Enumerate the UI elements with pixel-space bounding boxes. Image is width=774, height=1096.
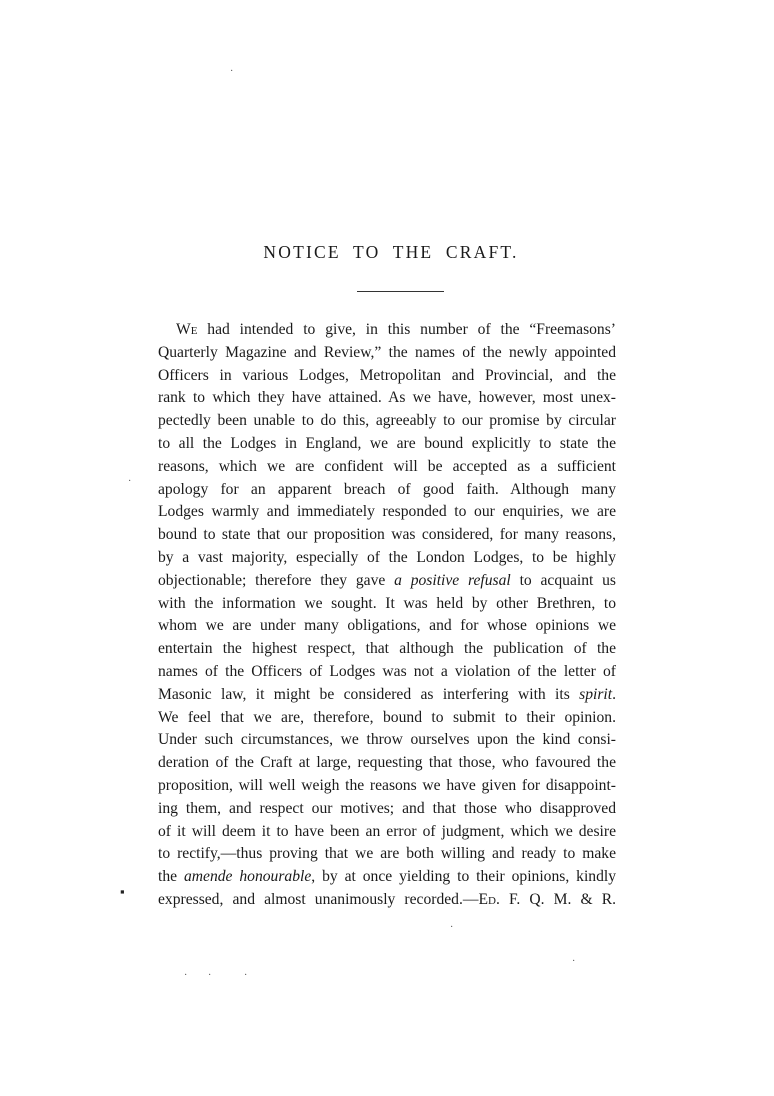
print-speck: ·: [230, 66, 234, 77]
body-line: rank to which they have attained. As we have, however, most unex-: [158, 389, 616, 407]
body-line: We feel that we are, therefore, bound to submit to their opinion.: [158, 708, 616, 726]
print-speck: ·: [128, 476, 132, 487]
body-line: entertain the highest respect, that although the publication of the: [158, 640, 616, 658]
body-line: apology for an apparent breach of good faith. Although many: [158, 480, 616, 498]
body-line: objectionable; therefore they gave a positive refusal to acquaint us: [158, 571, 616, 589]
title-rule: [357, 291, 444, 292]
body-line: of it will deem it to have been an error of judgment, which we desire: [158, 822, 616, 840]
body-line: bound to state that our proposition was considered, for many reasons,: [158, 526, 616, 544]
body-line: by a vast majority, especially of the London Lodges, to be highly: [158, 548, 616, 566]
body-line: to all the Lodges in England, we are bound explicitly to state the: [158, 434, 616, 452]
print-speck: ▪: [120, 884, 125, 899]
body-line: names of the Officers of Lodges was not a violation of the letter of: [158, 662, 616, 680]
body-line: with the information we sought. It was held by other Brethren, to: [158, 594, 616, 612]
print-speck: ·: [184, 970, 188, 981]
print-speck: ·: [450, 922, 454, 933]
print-speck: ·: [244, 970, 248, 981]
body-line: pectedly been unable to do this, agreeably to our promise by circular: [158, 412, 616, 430]
body-line: deration of the Craft at large, requesting that those, who favoured the: [158, 754, 616, 772]
body-line: ing them, and respect our motives; and that those who disapproved: [158, 799, 616, 817]
body-line: reasons, which we are confident will be accepted as a sufficient: [158, 457, 616, 475]
body-line: Officers in various Lodges, Metropolitan and Provincial, and the: [158, 366, 616, 384]
body-line: We had intended to give, in this number of the “Freemasons’: [176, 321, 616, 338]
body-line: whom we are under many obligations, and for whose opinions we: [158, 617, 616, 635]
print-speck: ·: [208, 970, 212, 981]
body-line: the amende honourable, by at once yielding to their opinions, kindly: [158, 868, 617, 886]
body-line: to rectify,—thus proving that we are both willing and ready to make: [158, 845, 616, 863]
body-line: Lodges warmly and immediately responded to our enquiries, we are: [158, 503, 616, 521]
body-line: Under such circumstances, we throw ourselves upon the kind consi-: [158, 731, 616, 749]
body-line: Masonic law, it might be considered as interfering with its spirit.: [158, 685, 616, 703]
print-speck: ·: [572, 956, 576, 967]
body-line: Quarterly Magazine and Review,” the names of the newly appointed: [158, 343, 616, 361]
notice-title: NOTICE TO THE CRAFT.: [263, 242, 519, 262]
body-line: proposition, will well weigh the reasons we have given for disappoint-: [158, 776, 616, 794]
notice-body: [158, 319, 616, 912]
body-line: expressed, and almost unanimously recorded.—Ed. F. Q. M. & R.: [158, 890, 616, 908]
